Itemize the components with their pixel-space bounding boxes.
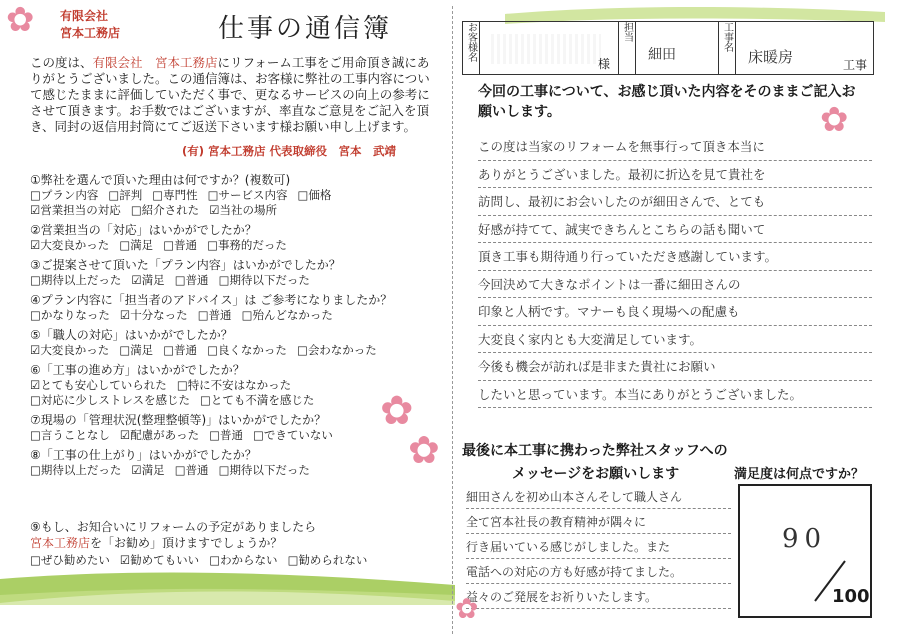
satisfaction-label: 満足度は何点ですか？ [734, 467, 865, 482]
question-1-options [30, 188, 450, 203]
sakura-logo-icon: ✿ [6, 0, 35, 40]
checkbox-option[interactable]: □ 良くなかった [207, 343, 287, 357]
comment-line: 今後も機会が訪れば是非また貴社にお願い [478, 353, 872, 381]
checkbox-option[interactable]: □ できていない [253, 428, 333, 442]
work-label: 工事名 [718, 22, 736, 74]
staff-message-box [466, 484, 731, 609]
question-7: ⑦現場の「管理状況(整理整頓等)」はいかがでしたか？ [30, 413, 327, 427]
checkbox-option[interactable]: ☑ 勧めてもいい [120, 553, 199, 567]
checkbox-option[interactable]: ☑ 営業担当の対応 [30, 203, 121, 217]
comment-line: 好感が持てて、誠実できちんとこちらの話も聞いて [478, 216, 872, 244]
checkbox-option[interactable]: ☑ とても安心していられた [30, 378, 167, 392]
question-5: ⑤「職人の対応」はいかがでしたか？ [30, 328, 233, 342]
checkbox-option[interactable]: □ 評判 [108, 188, 142, 202]
checkbox-option[interactable]: □ 対応に少しストレスを感じた [30, 393, 190, 407]
page-title: 仕事の通信簿 [218, 14, 393, 44]
comment-line: 訪問し、最初にお会いしたのが細田さんで、とても [478, 188, 872, 216]
checkbox-option[interactable]: □ 期待以上だった [30, 463, 121, 477]
comment-line: この度は当家のリフォームを無事行って頂き本当に [478, 133, 872, 161]
staff-prompt-line2: メッセージをお願いします [512, 466, 680, 482]
checkbox-option[interactable]: □ ぜひ勧めたい [30, 553, 110, 567]
question-5-options [30, 343, 450, 358]
question-8-options [30, 463, 450, 478]
satisfaction-score-box [738, 484, 872, 618]
checkbox-option[interactable]: □ 普通 [163, 238, 197, 252]
checkbox-option[interactable]: ☑ 大変良かった [30, 343, 109, 357]
checkbox-option[interactable]: ☑ 当社の場所 [209, 203, 277, 217]
comment-line: 今回決めて大きなポイントは一番に細田さんの [478, 271, 872, 299]
checkbox-option[interactable]: □ 専門性 [152, 188, 197, 202]
staff-message-line: 全て宮本社長の教育精神が隅々に [466, 509, 731, 534]
question-9-options [30, 553, 377, 568]
company-name-line2: 宮本工務店 [60, 26, 121, 40]
checkbox-option[interactable]: ☑ 満足 [131, 273, 164, 287]
question-3: ③ご提案させて頂いた「プラン内容」はいかがでしたか？ [30, 258, 341, 272]
satisfaction-max: 100 [832, 586, 870, 607]
checkbox-option[interactable]: ☑ 満足 [131, 463, 164, 477]
checkbox-option[interactable]: □ 勧められない [288, 553, 368, 567]
checkbox-option[interactable]: □ 期待以下だった [219, 273, 310, 287]
question-1: ①弊社を選んで頂いた理由は何ですか？(複数可) [30, 173, 291, 187]
checkbox-option[interactable]: □ 価格 [298, 188, 332, 202]
staff-value: 細田 [648, 47, 676, 63]
center-divider [452, 6, 453, 634]
checkbox-option[interactable]: □ プラン内容 [30, 188, 98, 202]
staff-message-line: 行き届いている感じがしました。また [466, 534, 731, 559]
comment-line: したいと思っています。本当にありがとうございました。 [478, 381, 872, 409]
sakura-icon: ✿ [820, 100, 849, 140]
customer-label: お客様名 [463, 22, 480, 74]
checkbox-option[interactable]: □ 期待以下だった [219, 463, 310, 477]
customer-suffix: 様 [598, 57, 611, 71]
question-2-options [30, 238, 450, 253]
checkbox-option[interactable]: □ とても不満を感じた [200, 393, 314, 407]
checkbox-option[interactable]: □ 普通 [175, 273, 209, 287]
staff-label: 担当 [618, 22, 636, 74]
comment-line: 頂き工事も期待通り行っていただき感謝しています。 [478, 243, 872, 271]
checkbox-option[interactable]: ☑ 大変良かった [30, 238, 109, 252]
checkbox-option[interactable]: □ 満足 [119, 238, 153, 252]
question-4: ④プラン内容に「担当者のアドバイス」は ご参考になりましたか？ [30, 293, 393, 307]
checkbox-option[interactable]: □ 普通 [209, 428, 243, 442]
checkbox-option[interactable]: □ かなりなった [30, 308, 110, 322]
staff-message-line: 電話への対応の方も好感が持てました。 [466, 559, 731, 584]
question-9-line2: 宮本工務店を「お勧め」頂けますでしょうか？ [30, 536, 283, 550]
comment-line: 大変良く家内とも大変満足しています。 [478, 326, 872, 354]
sakura-icon: ✿ [455, 592, 479, 625]
checkbox-option[interactable]: ☑ 配慮があった [120, 428, 199, 442]
sakura-icon: ✿ [408, 428, 440, 472]
checkbox-option[interactable]: □ 事務的だった [207, 238, 287, 252]
checkbox-option[interactable]: □ 普通 [175, 463, 209, 477]
intro-text: この度は、有限会社 宮本工務店にリフォーム工事をご用命頂き誠にありがとうございました。この通信簿は、お客様に弊社の工事内容について感じたままに評価していただく事で、更なるサービスの向上の参考にさせて頂きます。お手数ではございますが、率直なご意見をご記入を頂き、同封の返信用封筒にてご返送下さいます様お願い申し上げます。 [30, 55, 430, 134]
question-9: ⑨もし、お知合いにリフォームの予定がありましたら [30, 520, 317, 534]
green-swoosh-bottom [0, 565, 455, 605]
company-name-line1: 有限会社 [60, 9, 109, 23]
checkbox-option[interactable]: □ 期待以上だった [30, 273, 121, 287]
checkbox-option[interactable]: □ 言うことなし [30, 428, 110, 442]
sakura-icon: ✿ [380, 388, 414, 434]
checkbox-option[interactable]: □ 殆んどなかった [242, 308, 333, 322]
header-table [462, 21, 874, 75]
staff-prompt-line1: 最後に本工事に携わった弊社スタッフへの [462, 443, 728, 459]
checkbox-option[interactable]: □ サービス内容 [208, 188, 288, 202]
work-value: 床暖房 [748, 48, 794, 66]
question-8: ⑧「工事の仕上がり」はいかがでしたか？ [30, 448, 257, 462]
checkbox-option[interactable]: □ 普通 [198, 308, 232, 322]
question-4-options [30, 308, 450, 323]
checkbox-option[interactable]: □ 普通 [163, 343, 197, 357]
question-1-options [30, 203, 450, 218]
staff-message-line: 益々のご発展をお祈りいたします。 [466, 584, 731, 609]
comment-line: 印象と人柄です。マナーも良く現場への配慮も [478, 298, 872, 326]
checkbox-option[interactable]: □ 特に不安はなかった [177, 378, 291, 392]
comment-box [478, 133, 872, 408]
checkbox-option[interactable]: □ 紹介された [131, 203, 199, 217]
comment-line: ありがとうございました。最初に折込を見て貴社を [478, 161, 872, 189]
comment-prompt: 今回の工事について、お感じ頂いた内容をそのままご記入お願いします。 [478, 84, 856, 120]
checkbox-option[interactable]: □ 満足 [119, 343, 153, 357]
checkbox-option[interactable]: ☑ 十分なった [120, 308, 188, 322]
question-2: ②営業担当の「対応」はいかがでしたか？ [30, 223, 257, 237]
customer-name-redacted [491, 34, 601, 64]
work-suffix: 工事 [843, 58, 868, 72]
checkbox-option[interactable]: □ わからない [209, 553, 277, 567]
staff-message-line: 細田さんを初め山本さんそして職人さん [466, 484, 731, 509]
question-6: ⑥「工事の進め方」はいかがでしたか？ [30, 363, 245, 377]
checkbox-option[interactable]: □ 会わなかった [297, 343, 377, 357]
satisfaction-score: 90 [782, 524, 828, 554]
signature: (有) 宮本工務店 代表取締役 宮本 武靖 [182, 144, 397, 158]
question-3-options [30, 273, 450, 288]
